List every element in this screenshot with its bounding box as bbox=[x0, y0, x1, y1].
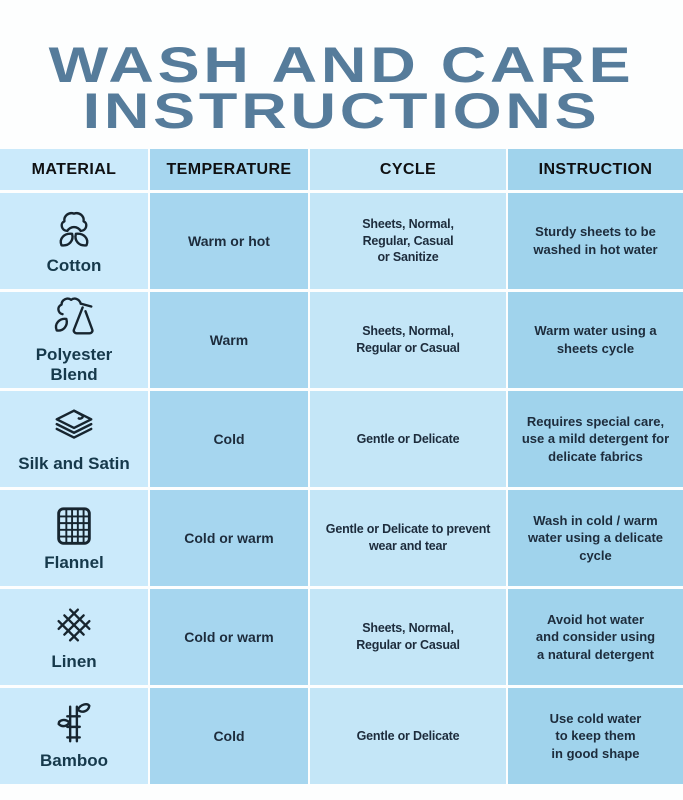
table-row-flannel bbox=[0, 490, 683, 586]
material-cell bbox=[0, 193, 148, 289]
flannel-icon bbox=[51, 503, 97, 549]
table-row-polyester-blend bbox=[0, 292, 683, 388]
temperature-cell: Warm bbox=[150, 292, 308, 388]
instruction-cell: Requires special care, use a mild detergent for delicate fabrics bbox=[508, 391, 683, 487]
material-label: Silk and Satin bbox=[18, 454, 130, 474]
linen-icon bbox=[51, 602, 97, 648]
material-label: Cotton bbox=[46, 256, 102, 276]
material-cell bbox=[0, 292, 148, 388]
instruction-cell: Avoid hot water and consider using a natural detergent bbox=[508, 589, 683, 685]
cycle-cell: Gentle or Delicate bbox=[310, 391, 506, 487]
cycle-cell: Gentle or Delicate to prevent wear and tear bbox=[310, 490, 506, 586]
cotton-icon bbox=[51, 206, 97, 252]
temperature-cell: Cold or warm bbox=[150, 589, 308, 685]
material-label: Bamboo bbox=[40, 751, 108, 771]
temperature-cell: Cold or warm bbox=[150, 490, 308, 586]
header-instruction: INSTRUCTION bbox=[508, 149, 683, 190]
material-cell bbox=[0, 490, 148, 586]
table-row-bamboo bbox=[0, 688, 683, 784]
material-label: Linen bbox=[51, 652, 97, 672]
cycle-cell: Gentle or Delicate bbox=[310, 688, 506, 784]
instruction-cell: Use cold water to keep them in good shape bbox=[508, 688, 683, 784]
silk-satin-icon bbox=[51, 404, 97, 450]
cycle-cell: Sheets, Normal, Regular or Casual bbox=[310, 589, 506, 685]
page-title: WASH AND CARE INSTRUCTIONS bbox=[48, 37, 635, 139]
care-table bbox=[0, 149, 683, 784]
material-cell bbox=[0, 688, 148, 784]
instruction-cell: Warm water using a sheets cycle bbox=[508, 292, 683, 388]
material-label: Flannel bbox=[44, 553, 104, 573]
temperature-cell: Cold bbox=[150, 688, 308, 784]
material-label: Polyester Blend bbox=[35, 345, 113, 384]
temperature-cell: Warm or hot bbox=[150, 193, 308, 289]
header-cycle: CYCLE bbox=[310, 149, 506, 190]
table-header-row bbox=[0, 149, 683, 190]
table-row-silk-satin bbox=[0, 391, 683, 487]
bamboo-icon bbox=[51, 701, 97, 747]
header-material: MATERIAL bbox=[0, 149, 148, 190]
instruction-cell: Wash in cold / warm water using a delicate cycle bbox=[508, 490, 683, 586]
header-temperature: TEMPERATURE bbox=[150, 149, 308, 190]
instruction-cell: Sturdy sheets to be washed in hot water bbox=[508, 193, 683, 289]
material-cell bbox=[0, 391, 148, 487]
table-row-cotton bbox=[0, 193, 683, 289]
cycle-cell: Sheets, Normal, Regular or Casual bbox=[310, 292, 506, 388]
polyester-blend-icon bbox=[51, 295, 97, 341]
table-row-linen bbox=[0, 589, 683, 685]
cycle-cell: Sheets, Normal, Regular, Casual or Sanitize bbox=[310, 193, 506, 289]
material-cell bbox=[0, 589, 148, 685]
temperature-cell: Cold bbox=[150, 391, 308, 487]
